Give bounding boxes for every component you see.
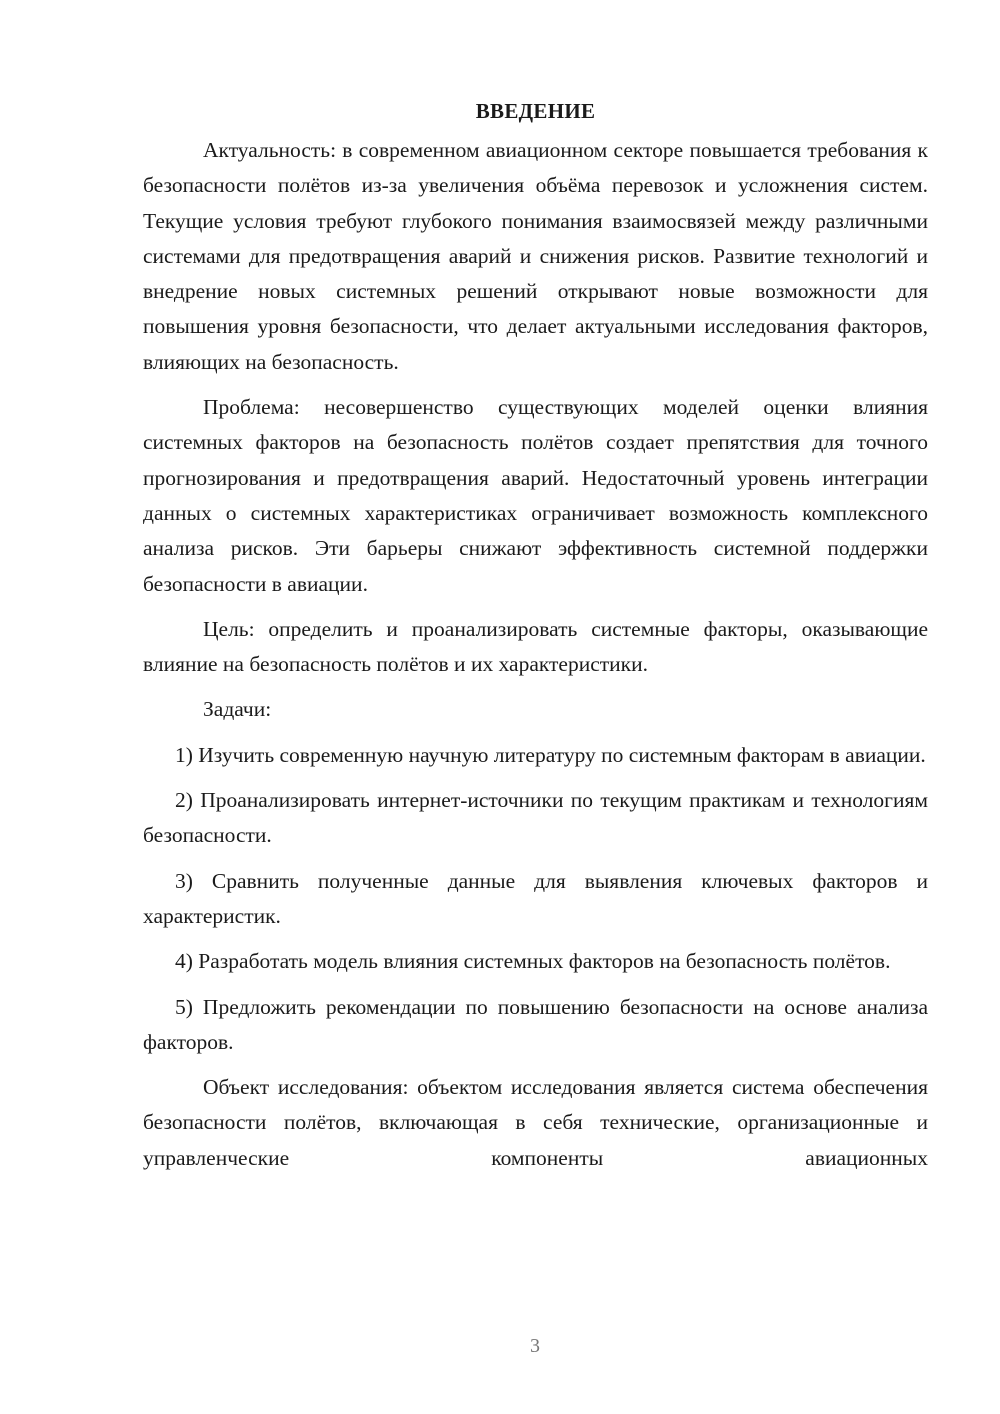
document-page — [143, 96, 928, 1186]
page-number: 3 — [530, 1335, 540, 1357]
task-item-5: 5) Предложить рекомендации по повышению безопасности на основе анализа факторов. — [143, 994, 928, 1054]
task-item-3: 3) Сравнить полученные данные для выявления ключевых факторов и характеристик. — [143, 868, 928, 928]
paragraph-relevance: Актуальность: в современном авиационном секторе повышается требования к безопасности полётов из-за увеличения объёма перевозок и усложнения систем. Текущие условия требуют глубокого понимания взаимосвязей между различными системами для предотвращения аварий и снижения рисков. Развитие технологий и внедрение новых системных решений открывают новые возможности для повышения уровня безопасности, что делает актуальными исследования факторов, влияющих на безопасность. — [143, 138, 928, 374]
paragraph-goal: Цель: определить и проанализировать системные факторы, оказывающие влияние на безопасность полётов и их характеристики. — [143, 616, 928, 677]
task-item-1: 1) Изучить современную научную литературу по системным факторам в авиации. — [175, 742, 926, 767]
paragraph-problem: Проблема: несовершенство существующих моделей оценки влияния системных факторов на безопасность полётов создает препятствия для точного прогнозирования и предотвращения аварий. Недостаточный уровень интеграции данных о системных характеристиках ограничивает возможность комплексного анализа рисков. Эти барьеры снижают эффективность системной поддержки безопасности в авиации. — [143, 395, 928, 596]
task-item-2: 2) Проанализировать интернет-источники по текущим практикам и технологиям безопасности. — [143, 788, 928, 848]
paragraph-tasks-heading: Задачи: — [203, 697, 272, 722]
section-title: ВВЕДЕНИЕ — [475, 99, 596, 123]
paragraph-research-object: Объект исследования: объектом исследования является система обеспечения безопасности полётов, включающая в себя технические, организационные и управленческие компоненты авиационных — [143, 1075, 928, 1170]
task-item-4: 4) Разработать модель влияния системных факторов на безопасность полётов. — [175, 949, 891, 974]
